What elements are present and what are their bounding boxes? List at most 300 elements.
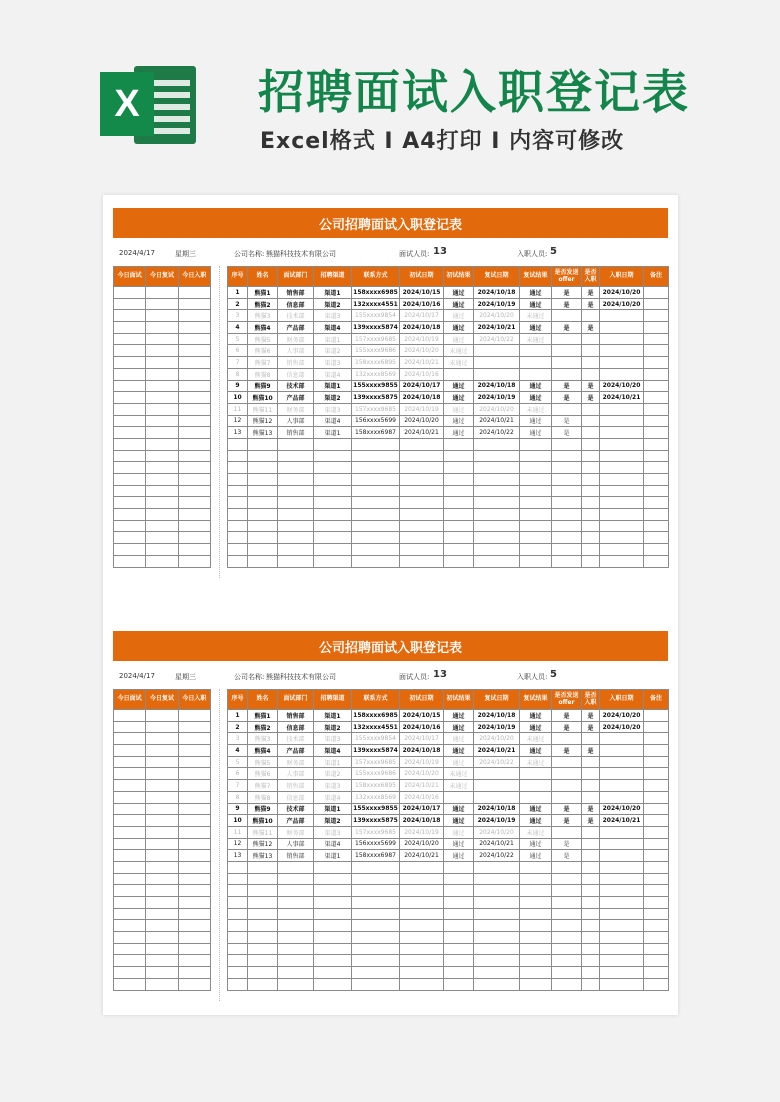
table-cell[interactable] <box>314 438 352 450</box>
table-cell[interactable]: 11 <box>228 826 248 838</box>
table-cell[interactable] <box>520 544 552 556</box>
table-cell[interactable] <box>582 861 600 873</box>
table-cell[interactable] <box>600 838 644 850</box>
table-cell[interactable]: 2024/10/18 <box>400 745 444 757</box>
table-cell[interactable] <box>278 462 314 474</box>
summary-cell[interactable] <box>114 897 146 909</box>
table-cell[interactable]: 2024/10/20 <box>400 415 444 427</box>
table-cell[interactable]: 通过 <box>520 721 552 733</box>
summary-cell[interactable] <box>146 873 178 885</box>
table-cell[interactable]: 2024/10/20 <box>474 733 520 745</box>
table-cell[interactable] <box>278 908 314 920</box>
table-cell[interactable]: 产品部 <box>278 392 314 404</box>
table-cell[interactable] <box>228 955 248 967</box>
table-cell[interactable] <box>352 955 400 967</box>
table-cell[interactable]: 2024/10/20 <box>474 403 520 415</box>
table-cell[interactable] <box>444 791 474 803</box>
summary-cell[interactable] <box>178 497 210 509</box>
table-cell[interactable] <box>600 967 644 979</box>
table-cell[interactable] <box>600 415 644 427</box>
summary-cell[interactable] <box>114 803 146 815</box>
summary-cell[interactable] <box>146 380 178 392</box>
summary-cell[interactable] <box>146 710 178 722</box>
table-cell[interactable]: 通过 <box>444 850 474 862</box>
table-cell[interactable] <box>520 955 552 967</box>
table-cell[interactable] <box>278 555 314 567</box>
table-cell[interactable]: 熊猫11 <box>248 826 278 838</box>
table-cell[interactable] <box>600 885 644 897</box>
summary-cell[interactable] <box>178 462 210 474</box>
summary-cell[interactable] <box>114 427 146 439</box>
table-cell[interactable]: 139xxxx5874 <box>352 745 400 757</box>
table-cell[interactable]: 2024/10/20 <box>600 803 644 815</box>
summary-cell[interactable] <box>114 333 146 345</box>
table-cell[interactable] <box>600 861 644 873</box>
table-cell[interactable] <box>644 745 669 757</box>
table-cell[interactable] <box>444 861 474 873</box>
table-cell[interactable] <box>248 474 278 486</box>
table-cell[interactable] <box>248 497 278 509</box>
table-cell[interactable] <box>600 555 644 567</box>
table-cell[interactable]: 财务部 <box>278 333 314 345</box>
table-cell[interactable] <box>314 920 352 932</box>
table-cell[interactable]: 是 <box>552 815 582 827</box>
summary-cell[interactable] <box>178 357 210 369</box>
table-cell[interactable]: 9 <box>228 380 248 392</box>
summary-cell[interactable] <box>146 967 178 979</box>
table-cell[interactable] <box>248 544 278 556</box>
summary-cell[interactable] <box>114 462 146 474</box>
summary-cell[interactable] <box>114 838 146 850</box>
table-cell[interactable]: 157xxxx9685 <box>352 826 400 838</box>
summary-cell[interactable] <box>114 967 146 979</box>
table-cell[interactable]: 2024/10/20 <box>400 768 444 780</box>
table-cell[interactable] <box>248 450 278 462</box>
summary-cell[interactable] <box>114 544 146 556</box>
table-cell[interactable] <box>314 544 352 556</box>
summary-cell[interactable] <box>146 485 178 497</box>
table-cell[interactable] <box>644 908 669 920</box>
table-cell[interactable] <box>228 885 248 897</box>
summary-cell[interactable] <box>114 815 146 827</box>
table-cell[interactable]: 渠道3 <box>314 733 352 745</box>
table-cell[interactable] <box>582 520 600 532</box>
table-cell[interactable] <box>228 462 248 474</box>
table-cell[interactable]: 2024/10/19 <box>400 756 444 768</box>
table-cell[interactable]: 通过 <box>444 756 474 768</box>
table-cell[interactable] <box>352 450 400 462</box>
summary-cell[interactable] <box>178 520 210 532</box>
table-cell[interactable] <box>352 532 400 544</box>
table-cell[interactable]: 132xxxx8569 <box>352 791 400 803</box>
table-cell[interactable] <box>600 403 644 415</box>
summary-cell[interactable] <box>178 474 210 486</box>
summary-cell[interactable] <box>146 497 178 509</box>
summary-cell[interactable] <box>146 838 178 850</box>
table-cell[interactable] <box>314 520 352 532</box>
table-cell[interactable] <box>278 885 314 897</box>
table-cell[interactable]: 是 <box>582 287 600 299</box>
table-cell[interactable] <box>400 908 444 920</box>
table-cell[interactable] <box>314 967 352 979</box>
summary-cell[interactable] <box>178 415 210 427</box>
summary-cell[interactable] <box>178 310 210 322</box>
table-cell[interactable]: 158xxxx6987 <box>352 850 400 862</box>
table-cell[interactable] <box>474 967 520 979</box>
table-cell[interactable] <box>600 733 644 745</box>
table-cell[interactable] <box>520 357 552 369</box>
table-cell[interactable] <box>314 497 352 509</box>
table-cell[interactable] <box>644 850 669 862</box>
table-cell[interactable] <box>228 438 248 450</box>
table-cell[interactable]: 是 <box>582 298 600 310</box>
table-cell[interactable] <box>582 780 600 792</box>
table-cell[interactable] <box>644 532 669 544</box>
table-cell[interactable] <box>582 733 600 745</box>
summary-cell[interactable] <box>178 873 210 885</box>
table-cell[interactable]: 2024/10/21 <box>600 392 644 404</box>
summary-cell[interactable] <box>178 450 210 462</box>
table-cell[interactable] <box>582 978 600 990</box>
table-cell[interactable] <box>278 978 314 990</box>
table-cell[interactable]: 熊猫7 <box>248 357 278 369</box>
table-cell[interactable]: 2024/10/17 <box>400 733 444 745</box>
table-cell[interactable]: 通过 <box>444 380 474 392</box>
table-cell[interactable]: 157xxxx9685 <box>352 403 400 415</box>
table-cell[interactable]: 2024/10/22 <box>474 427 520 439</box>
table-cell[interactable]: 通过 <box>444 721 474 733</box>
table-cell[interactable]: 6 <box>228 345 248 357</box>
table-cell[interactable] <box>352 943 400 955</box>
table-cell[interactable] <box>644 978 669 990</box>
table-cell[interactable]: 熊猫10 <box>248 392 278 404</box>
table-cell[interactable] <box>552 544 582 556</box>
table-cell[interactable] <box>474 555 520 567</box>
table-cell[interactable]: 是 <box>552 710 582 722</box>
summary-cell[interactable] <box>178 427 210 439</box>
table-cell[interactable]: 2024/10/19 <box>400 403 444 415</box>
table-cell[interactable] <box>474 462 520 474</box>
table-cell[interactable] <box>248 932 278 944</box>
table-cell[interactable]: 技术部 <box>278 310 314 322</box>
table-cell[interactable] <box>600 532 644 544</box>
table-cell[interactable]: 2024/10/19 <box>400 333 444 345</box>
table-cell[interactable] <box>474 943 520 955</box>
table-cell[interactable]: 通过 <box>444 415 474 427</box>
summary-cell[interactable] <box>114 873 146 885</box>
table-cell[interactable] <box>644 450 669 462</box>
table-cell[interactable]: 渠道4 <box>314 415 352 427</box>
table-cell[interactable]: 熊猫1 <box>248 710 278 722</box>
table-cell[interactable] <box>582 768 600 780</box>
table-cell[interactable] <box>582 427 600 439</box>
table-cell[interactable]: 销售部 <box>278 287 314 299</box>
table-cell[interactable]: 通过 <box>520 838 552 850</box>
table-cell[interactable] <box>644 967 669 979</box>
table-cell[interactable] <box>474 520 520 532</box>
table-cell[interactable] <box>228 450 248 462</box>
table-cell[interactable]: 2024/10/18 <box>474 803 520 815</box>
table-cell[interactable]: 信息部 <box>278 791 314 803</box>
table-cell[interactable] <box>644 310 669 322</box>
table-cell[interactable]: 2024/10/19 <box>400 826 444 838</box>
summary-cell[interactable] <box>114 710 146 722</box>
summary-cell[interactable] <box>146 780 178 792</box>
table-cell[interactable]: 渠道1 <box>314 287 352 299</box>
summary-cell[interactable] <box>178 826 210 838</box>
table-cell[interactable] <box>474 873 520 885</box>
table-cell[interactable] <box>314 932 352 944</box>
summary-cell[interactable] <box>146 474 178 486</box>
table-cell[interactable] <box>248 897 278 909</box>
table-cell[interactable]: 1 <box>228 287 248 299</box>
table-cell[interactable] <box>582 756 600 768</box>
table-cell[interactable] <box>644 438 669 450</box>
table-cell[interactable] <box>582 967 600 979</box>
table-cell[interactable] <box>474 908 520 920</box>
table-cell[interactable]: 132xxxx4551 <box>352 721 400 733</box>
summary-cell[interactable] <box>178 368 210 380</box>
table-cell[interactable]: 销售部 <box>278 357 314 369</box>
table-cell[interactable] <box>582 415 600 427</box>
table-cell[interactable] <box>474 509 520 521</box>
summary-cell[interactable] <box>114 791 146 803</box>
table-cell[interactable]: 熊猫6 <box>248 345 278 357</box>
table-cell[interactable] <box>248 520 278 532</box>
table-cell[interactable] <box>352 555 400 567</box>
table-cell[interactable] <box>520 978 552 990</box>
table-cell[interactable]: 未通过 <box>444 357 474 369</box>
table-cell[interactable] <box>228 555 248 567</box>
table-cell[interactable] <box>582 485 600 497</box>
table-cell[interactable] <box>444 955 474 967</box>
table-cell[interactable]: 2024/10/16 <box>400 791 444 803</box>
summary-cell[interactable] <box>178 380 210 392</box>
table-cell[interactable]: 销售部 <box>278 780 314 792</box>
table-cell[interactable] <box>644 780 669 792</box>
summary-cell[interactable] <box>146 920 178 932</box>
table-cell[interactable] <box>444 497 474 509</box>
table-cell[interactable] <box>520 967 552 979</box>
table-cell[interactable] <box>520 873 552 885</box>
table-cell[interactable] <box>474 861 520 873</box>
table-cell[interactable]: 2024/10/20 <box>474 310 520 322</box>
summary-cell[interactable] <box>114 485 146 497</box>
table-cell[interactable] <box>400 555 444 567</box>
table-cell[interactable] <box>552 908 582 920</box>
summary-cell[interactable] <box>146 850 178 862</box>
table-cell[interactable]: 通过 <box>444 826 474 838</box>
table-cell[interactable]: 通过 <box>444 298 474 310</box>
summary-cell[interactable] <box>114 474 146 486</box>
summary-cell[interactable] <box>146 745 178 757</box>
table-cell[interactable]: 渠道2 <box>314 815 352 827</box>
table-cell[interactable]: 是 <box>552 287 582 299</box>
summary-cell[interactable] <box>178 908 210 920</box>
table-cell[interactable]: 未通过 <box>520 756 552 768</box>
table-cell[interactable]: 5 <box>228 756 248 768</box>
summary-cell[interactable] <box>146 427 178 439</box>
table-cell[interactable] <box>314 978 352 990</box>
summary-cell[interactable] <box>178 745 210 757</box>
table-cell[interactable]: 熊猫8 <box>248 791 278 803</box>
table-cell[interactable] <box>644 357 669 369</box>
table-cell[interactable] <box>552 885 582 897</box>
table-cell[interactable]: 人事部 <box>278 768 314 780</box>
table-cell[interactable] <box>582 897 600 909</box>
table-cell[interactable] <box>520 485 552 497</box>
summary-cell[interactable] <box>178 897 210 909</box>
table-cell[interactable] <box>520 532 552 544</box>
table-cell[interactable]: 2024/10/19 <box>474 298 520 310</box>
table-cell[interactable] <box>444 943 474 955</box>
table-cell[interactable] <box>520 555 552 567</box>
table-cell[interactable] <box>278 873 314 885</box>
table-cell[interactable]: 渠道2 <box>314 392 352 404</box>
summary-cell[interactable] <box>178 943 210 955</box>
table-cell[interactable]: 是 <box>582 322 600 334</box>
table-cell[interactable]: 2024/10/18 <box>400 322 444 334</box>
table-cell[interactable] <box>228 520 248 532</box>
summary-cell[interactable] <box>114 357 146 369</box>
table-cell[interactable]: 未通过 <box>520 403 552 415</box>
summary-cell[interactable] <box>114 885 146 897</box>
summary-cell[interactable] <box>114 298 146 310</box>
summary-cell[interactable] <box>114 908 146 920</box>
table-cell[interactable]: 158xxxx6895 <box>352 780 400 792</box>
table-cell[interactable] <box>228 532 248 544</box>
table-cell[interactable]: 渠道2 <box>314 298 352 310</box>
table-cell[interactable]: 渠道1 <box>314 850 352 862</box>
table-cell[interactable] <box>444 967 474 979</box>
table-cell[interactable] <box>644 920 669 932</box>
table-cell[interactable]: 熊猫6 <box>248 768 278 780</box>
table-cell[interactable] <box>228 873 248 885</box>
table-cell[interactable]: 是 <box>582 815 600 827</box>
table-cell[interactable] <box>400 544 444 556</box>
summary-cell[interactable] <box>178 438 210 450</box>
table-cell[interactable] <box>444 485 474 497</box>
table-cell[interactable]: 通过 <box>520 298 552 310</box>
table-cell[interactable]: 渠道4 <box>314 838 352 850</box>
table-cell[interactable]: 2024/10/16 <box>400 298 444 310</box>
table-cell[interactable]: 是 <box>582 721 600 733</box>
table-cell[interactable] <box>552 438 582 450</box>
summary-cell[interactable] <box>114 392 146 404</box>
table-cell[interactable] <box>552 733 582 745</box>
table-cell[interactable]: 技术部 <box>278 733 314 745</box>
table-cell[interactable]: 132xxxx4551 <box>352 298 400 310</box>
table-cell[interactable]: 13 <box>228 850 248 862</box>
table-cell[interactable] <box>520 450 552 462</box>
summary-cell[interactable] <box>114 920 146 932</box>
table-cell[interactable]: 2024/10/17 <box>400 803 444 815</box>
table-cell[interactable] <box>644 497 669 509</box>
table-cell[interactable] <box>644 838 669 850</box>
table-cell[interactable]: 是 <box>552 803 582 815</box>
table-cell[interactable] <box>644 826 669 838</box>
table-cell[interactable]: 通过 <box>444 403 474 415</box>
table-cell[interactable] <box>644 897 669 909</box>
table-cell[interactable] <box>444 978 474 990</box>
summary-cell[interactable] <box>114 415 146 427</box>
summary-cell[interactable] <box>146 532 178 544</box>
table-cell[interactable] <box>352 908 400 920</box>
table-cell[interactable]: 2024/10/20 <box>600 721 644 733</box>
table-cell[interactable]: 2024/10/18 <box>474 710 520 722</box>
table-cell[interactable]: 熊猫9 <box>248 803 278 815</box>
table-cell[interactable] <box>444 544 474 556</box>
table-cell[interactable] <box>600 462 644 474</box>
summary-cell[interactable] <box>178 850 210 862</box>
table-cell[interactable]: 2024/10/17 <box>400 380 444 392</box>
table-cell[interactable] <box>352 897 400 909</box>
summary-cell[interactable] <box>114 745 146 757</box>
table-cell[interactable] <box>520 368 552 380</box>
table-cell[interactable] <box>582 368 600 380</box>
table-cell[interactable] <box>228 920 248 932</box>
table-cell[interactable]: 2024/10/20 <box>600 380 644 392</box>
table-cell[interactable] <box>552 450 582 462</box>
table-cell[interactable]: 渠道1 <box>314 333 352 345</box>
table-cell[interactable]: 通过 <box>520 745 552 757</box>
summary-cell[interactable] <box>146 310 178 322</box>
summary-cell[interactable] <box>146 298 178 310</box>
summary-cell[interactable] <box>146 932 178 944</box>
table-cell[interactable] <box>582 791 600 803</box>
table-cell[interactable] <box>600 357 644 369</box>
summary-cell[interactable] <box>178 509 210 521</box>
table-cell[interactable]: 13 <box>228 427 248 439</box>
table-cell[interactable] <box>474 544 520 556</box>
summary-cell[interactable] <box>146 897 178 909</box>
table-cell[interactable]: 是 <box>552 322 582 334</box>
table-cell[interactable]: 熊猫5 <box>248 333 278 345</box>
table-cell[interactable] <box>474 932 520 944</box>
table-cell[interactable] <box>600 333 644 345</box>
table-cell[interactable] <box>314 943 352 955</box>
table-cell[interactable] <box>644 873 669 885</box>
table-cell[interactable] <box>644 380 669 392</box>
table-cell[interactable]: 通过 <box>444 803 474 815</box>
table-cell[interactable] <box>278 932 314 944</box>
table-cell[interactable] <box>228 861 248 873</box>
table-cell[interactable] <box>552 791 582 803</box>
table-cell[interactable] <box>278 861 314 873</box>
summary-cell[interactable] <box>114 756 146 768</box>
table-cell[interactable] <box>644 544 669 556</box>
table-cell[interactable] <box>520 780 552 792</box>
table-cell[interactable]: 2024/10/21 <box>474 745 520 757</box>
table-cell[interactable] <box>520 897 552 909</box>
summary-cell[interactable] <box>114 978 146 990</box>
table-cell[interactable]: 139xxxx5875 <box>352 815 400 827</box>
table-cell[interactable] <box>520 509 552 521</box>
table-cell[interactable] <box>444 908 474 920</box>
table-cell[interactable] <box>552 497 582 509</box>
table-cell[interactable] <box>248 509 278 521</box>
table-cell[interactable] <box>520 345 552 357</box>
table-cell[interactable]: 是 <box>552 745 582 757</box>
table-cell[interactable] <box>228 544 248 556</box>
summary-cell[interactable] <box>146 943 178 955</box>
table-cell[interactable]: 未通过 <box>520 310 552 322</box>
table-cell[interactable]: 渠道1 <box>314 803 352 815</box>
table-cell[interactable] <box>400 955 444 967</box>
summary-cell[interactable] <box>178 392 210 404</box>
table-cell[interactable] <box>600 768 644 780</box>
table-cell[interactable] <box>520 932 552 944</box>
